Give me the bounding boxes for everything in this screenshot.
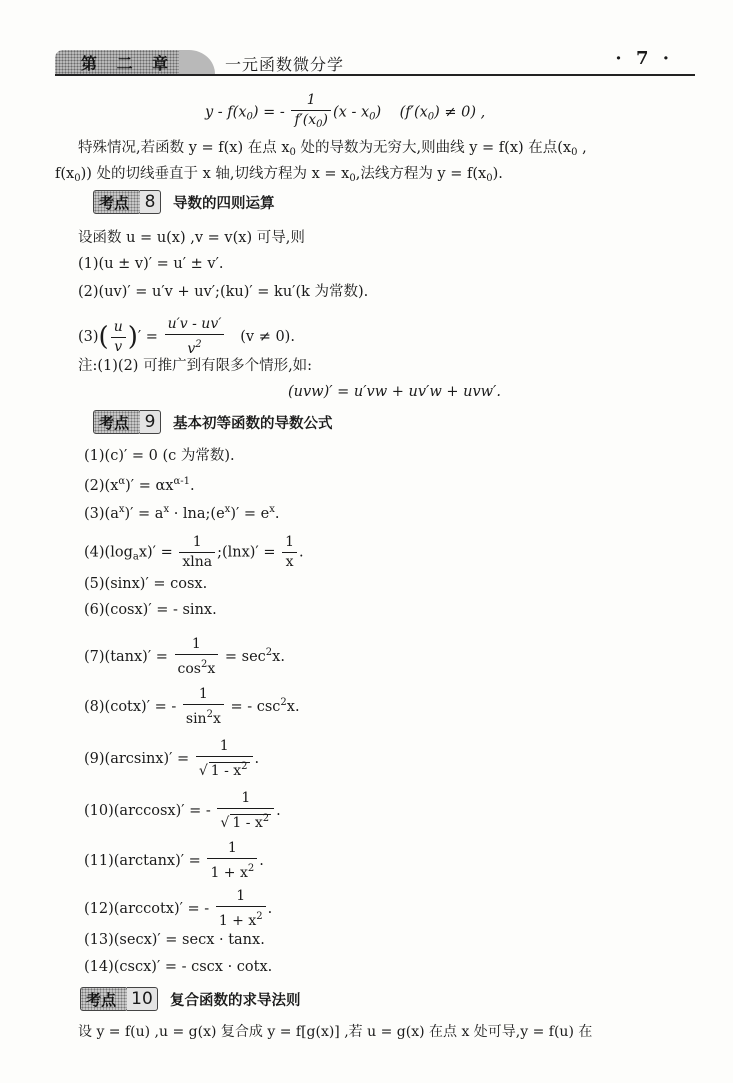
chapter-title: 一元函数微分学 xyxy=(225,55,345,74)
text: 处的导数为无穷大,则曲线 y = f(x) 在点(x xyxy=(295,140,572,156)
text: · lna;(e xyxy=(169,506,225,522)
text: x)′ = xyxy=(138,544,173,561)
superscript: 2 xyxy=(265,647,273,658)
formula-13: (13)(secx)′ = secx · tanx. xyxy=(84,932,265,948)
equals: ′ = xyxy=(137,329,158,345)
normal-line-equation xyxy=(205,92,485,133)
subscript: 0 xyxy=(486,173,493,184)
fraction-numerator: 1 xyxy=(207,840,257,859)
rule-2: (2)(uv)′ = u′v + uv′;(ku)′ = ku′(k 为常数). xyxy=(78,284,369,300)
text: ,法线方程为 y = f(x xyxy=(355,166,487,182)
superscript: 2 xyxy=(206,709,213,720)
superscript: 2 xyxy=(247,863,255,874)
text: . xyxy=(299,544,304,561)
subscript: 0 xyxy=(316,119,323,130)
text: (10)(arccosx)′ = - xyxy=(84,803,211,819)
text: , xyxy=(577,140,587,156)
section-title: 复合函数的求导法则 xyxy=(170,992,301,1009)
special-case-line-1 xyxy=(78,138,587,163)
chapter-tab xyxy=(55,50,183,74)
condition: (v ≠ 0). xyxy=(240,329,295,345)
superscript: x xyxy=(118,504,125,515)
text: )) 处的切线垂直于 x 轴,切线方程为 x = x xyxy=(80,166,350,182)
paren: ( xyxy=(98,322,109,352)
section-title: 导数的四则运算 xyxy=(173,195,275,212)
fraction-numerator: 1 xyxy=(282,534,297,553)
subscript: 0 xyxy=(74,173,81,184)
subscript: 0 xyxy=(369,111,376,123)
fraction-denominator: √ $1 - x^2$ xyxy=(220,813,270,831)
superscript: x xyxy=(269,504,275,515)
superscript: 2 xyxy=(256,911,263,922)
fraction xyxy=(216,888,266,930)
text: . xyxy=(267,901,273,917)
fraction xyxy=(217,790,274,832)
badge-number: 9 xyxy=(140,410,161,434)
text: . xyxy=(274,506,280,522)
fraction xyxy=(282,534,297,571)
fraction xyxy=(165,316,225,358)
eq-part: ) xyxy=(375,104,382,121)
fraction-denominator xyxy=(216,907,266,930)
text: 特殊情况,若函数 y = f(x) 在点 x xyxy=(78,140,290,156)
fraction-numerator: 1 xyxy=(179,534,215,553)
superscript: 2 xyxy=(241,761,248,772)
text: (11)(arctanx)′ = xyxy=(84,853,201,869)
superscript: 2 xyxy=(195,339,202,350)
badge-label: 考点 xyxy=(99,194,130,212)
rule-3 xyxy=(78,316,295,358)
text: )′ = αx xyxy=(125,478,174,494)
fraction-denominator: $f'(x_0)$ xyxy=(294,112,328,130)
formula-5: (5)(sinx)′ = cosx. xyxy=(84,576,208,592)
formula-3 xyxy=(84,500,279,524)
badge-label: 考点 xyxy=(86,991,117,1009)
formula-2 xyxy=(84,472,195,496)
section-10-intro: 设 y = f(u) ,u = g(x) 复合成 y = f[g(x)] ,若 u = g(x) 在点 x 处可导,y = f(u) 在 xyxy=(78,1024,593,1040)
fraction-numerator: 1 xyxy=(196,738,253,757)
text: = - csc xyxy=(230,699,281,715)
text: f(x xyxy=(55,166,75,182)
page-number: · 7 · xyxy=(615,48,673,69)
section-8-note: 注:(1)(2) 可推广到有限多个情形,如: xyxy=(78,358,313,374)
text: (7)(tanx)′ = xyxy=(84,649,168,665)
formula-7 xyxy=(84,636,285,678)
fraction-denominator: xlna xyxy=(182,554,213,570)
text: . xyxy=(276,803,281,819)
fraction-numerator: 1 xyxy=(217,790,274,809)
text: x. xyxy=(272,649,285,665)
text: (3)(a xyxy=(84,506,119,522)
den-text: x xyxy=(212,711,221,727)
den-text: v xyxy=(187,341,196,357)
fraction-numerator: u xyxy=(111,319,126,338)
formula-1: (1)(c)′ = 0 (c 为常数). xyxy=(84,448,235,464)
rule-1: (1)(u ± v)′ = u′ ± v′. xyxy=(78,256,224,272)
section-title: 基本初等函数的导数公式 xyxy=(173,415,333,432)
superscript: α-1 xyxy=(173,476,190,487)
den-text: 1 + x xyxy=(210,865,248,881)
chapter-tab-curve xyxy=(179,50,215,74)
badge-box xyxy=(93,410,141,434)
text: )′ = e xyxy=(230,506,270,522)
subscript: 0 xyxy=(246,111,253,123)
superscript: x xyxy=(224,504,231,515)
den-text: 1 - x xyxy=(232,815,263,831)
formula-11 xyxy=(84,840,264,882)
text: . xyxy=(254,751,260,767)
eq-part: y - f(x xyxy=(205,104,247,121)
fraction xyxy=(207,840,257,882)
formula-9 xyxy=(84,738,259,780)
superscript: 2 xyxy=(262,813,270,824)
eq-part: (x - x xyxy=(333,104,370,121)
text: (4)(log xyxy=(84,544,133,561)
formula-10 xyxy=(84,790,281,832)
sqrt-radicand xyxy=(209,762,250,779)
fraction xyxy=(111,319,126,356)
special-case-line-2 xyxy=(55,164,503,189)
den-text: f′(x xyxy=(294,112,317,128)
superscript: α xyxy=(118,476,126,487)
superscript: 2 xyxy=(200,659,208,670)
formula-12 xyxy=(84,888,272,930)
badge-number: 10 xyxy=(127,987,158,1011)
text: ). xyxy=(492,166,503,182)
text: (9)(arcsinx)′ = xyxy=(84,751,190,767)
formula-8 xyxy=(84,686,300,728)
text: (2)(x xyxy=(84,478,119,494)
formula-14: (14)(cscx)′ = - cscx · cotx. xyxy=(84,959,273,975)
fraction xyxy=(291,92,331,133)
fraction-numerator: 1 xyxy=(183,686,224,705)
subscript: a xyxy=(132,551,139,563)
fraction-denominator xyxy=(175,655,219,678)
paren: ) xyxy=(127,322,138,352)
chapter-label: 第 二 章 xyxy=(81,54,176,73)
den-text: sin xyxy=(185,711,207,727)
den-text: x xyxy=(207,661,216,677)
fraction-denominator xyxy=(207,859,257,882)
formula-6: (6)(cosx)′ = - sinx. xyxy=(84,602,217,618)
text: (12)(arccotx)′ = - xyxy=(84,901,210,917)
formula-4 xyxy=(84,534,304,571)
subscript: 0 xyxy=(427,111,435,123)
text: = sec xyxy=(224,649,266,665)
text: x. xyxy=(286,699,300,715)
section-8-note-equation: (uvw)′ = u′vw + uv′w + uvw′. xyxy=(288,384,501,400)
badge-box xyxy=(93,190,141,214)
fraction-numerator: u′v - uv′ xyxy=(165,316,225,335)
den-text: cos xyxy=(177,661,201,677)
fraction xyxy=(175,636,219,678)
superscript: x xyxy=(163,504,170,515)
fraction-numerator: 1 xyxy=(216,888,266,907)
fraction-numerator: 1 xyxy=(175,636,219,655)
fraction-denominator xyxy=(183,705,224,728)
superscript: 2 xyxy=(280,697,287,708)
eq-part: ) = - xyxy=(252,104,285,121)
fraction xyxy=(183,686,224,728)
fraction xyxy=(179,534,215,571)
text: . xyxy=(189,478,195,494)
eq-cond: ) ≠ 0) , xyxy=(434,104,486,121)
fraction xyxy=(196,738,253,780)
text: (8)(cotx)′ = - xyxy=(84,699,177,715)
subscript: 0 xyxy=(571,147,578,158)
den-text: 1 + x xyxy=(218,913,257,929)
badge-box xyxy=(80,987,128,1011)
badge-label: 考点 xyxy=(99,414,130,432)
text: ;(lnx)′ = xyxy=(217,544,276,561)
rule-number: (3) xyxy=(78,329,99,345)
fraction-numerator: 1 xyxy=(291,92,331,111)
subscript: 0 xyxy=(289,147,296,158)
fraction-denominator: √ $1 - x^2$ xyxy=(198,761,248,779)
subscript: 0 xyxy=(349,173,356,184)
text: )′ = a xyxy=(124,506,164,522)
eq-cond: (f′(x xyxy=(399,104,428,121)
fraction-denominator: v xyxy=(114,338,123,355)
header-rule xyxy=(55,74,695,76)
badge-number: 8 xyxy=(140,190,161,214)
section-8-intro: 设函数 u = u(x) ,v = v(x) 可导,则 xyxy=(78,230,305,246)
den-text: 1 - x xyxy=(210,763,242,779)
page-header xyxy=(55,44,695,78)
sqrt-radicand xyxy=(230,814,271,831)
fraction-denominator: x xyxy=(285,554,294,570)
fraction-denominator xyxy=(165,335,225,358)
text: . xyxy=(259,853,264,869)
